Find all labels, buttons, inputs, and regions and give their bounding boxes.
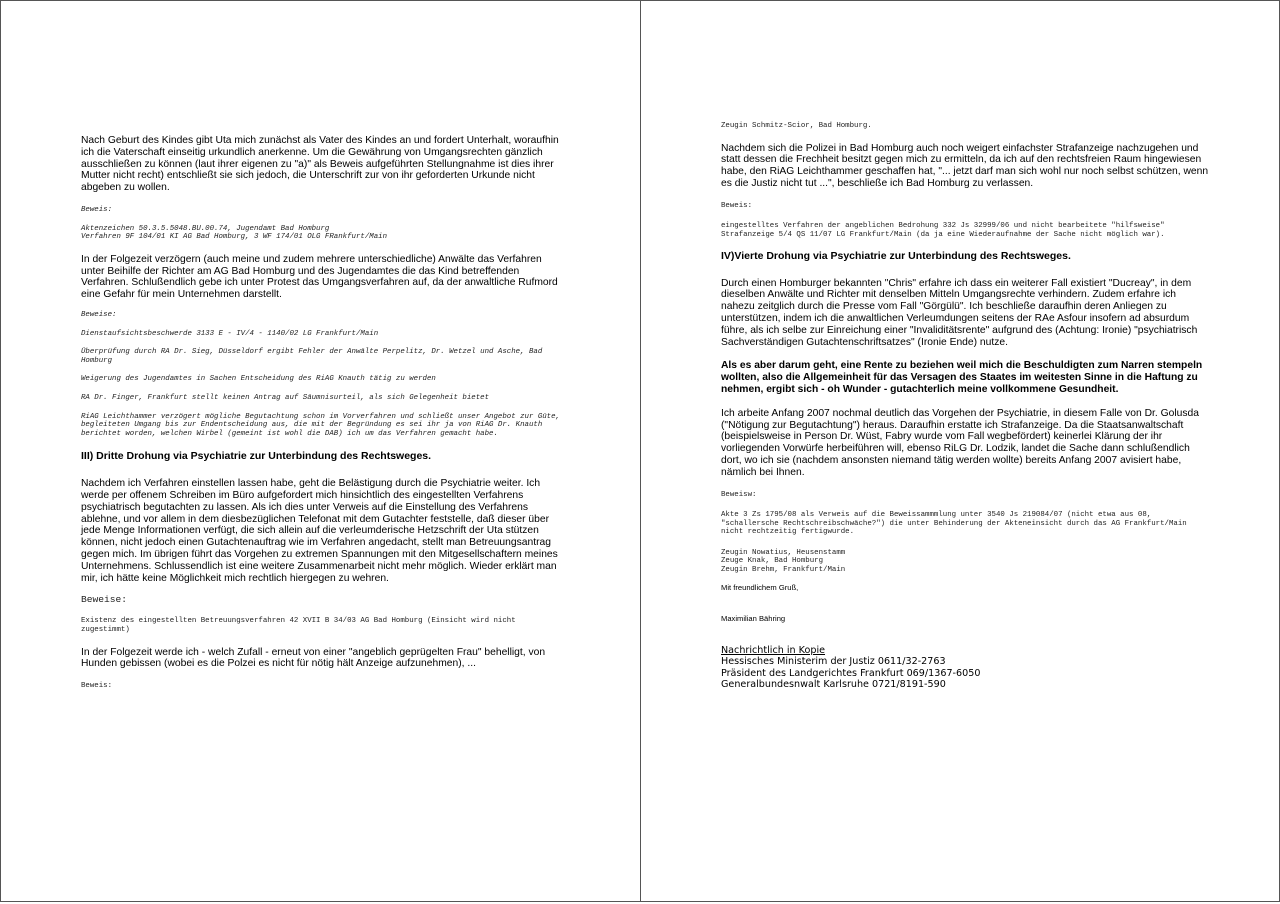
evidence-item: RA Dr. Finger, Frankfurt stellt keinen Antrag auf Säumnisurteil, als sich Gelegenheit bietet [81, 393, 490, 402]
signature-name: Maximilian Bähring [721, 613, 786, 623]
closing-greeting: Mit freundlichem Gruß, [721, 582, 799, 592]
witness-list: Zeugin Nowatius, Heusenstamm Zeuge Knak, Bad Homburg Zeugin Brehm, Frankfurt/Main [721, 548, 846, 575]
paragraph-paternity: Nach Geburt des Kindes gibt Uta mich zunächst als Vater des Kindes an und fordert Unterhalt, woraufhin ich die Vaterschaft einseitig urkundlich anerkenne. Um die Gewährung von Umgangsrechten gänzlich ausschließen zu können (laut ihrer eigenen zu "a)" als Beweis aufgeführten Stellungnahme ist dies ihrer Mutter nicht recht) entschließt sie sich jedoch, die Unterschrift zur von ihr geforderten Urkunde nicht abgeben zu wollen. [81, 135, 559, 194]
evidence-label: Beweise: [81, 594, 128, 606]
paragraph-police: Nachdem sich die Polizei in Bad Homburg auch noch weigert einfachster Strafanzeige nachzugehen und statt dessen die Frechheit besitzt gegen mich zu ermitteln, da ich auf den rechtsfreien Raum hingewiesen habe, den RiAG Leichthammer geschaffen hat, "... jetzt darf man sich wohl nur noch selbst schützen, wenn es die Justiz nicht tut ...", beschließe ich Bad Homburg zu verlassen. [721, 142, 1209, 189]
left-page [1, 1, 641, 901]
copy-recipient: Präsident des Landgerichtes Frankfurt 069/1367-6050 [721, 667, 981, 679]
left-page-content [81, 135, 566, 691]
copy-heading: Nachrichtlich in Kopie [721, 644, 826, 656]
section-heading-iv: IV)Vierte Drohung via Psychiatrie zur Unterbindung des Rechtsweges. [721, 249, 1071, 262]
evidence-item: RiAG Leichthammer verzögert mögliche Begutachtung schon im Vorverfahren und schließt unser Angebot zur Güte, begleiteten Umgang bis zur Endentscheidung aus, die mit der Begründung es sei ihr ja von RiAG Dr. Knauth berichtet worden, welchen Wirbel (gemeint ist wohl die DAB) ich um das Verfahren gemacht habe. [81, 412, 560, 438]
right-page-content [721, 122, 1211, 691]
evidence-label: Beweisw: [721, 490, 757, 499]
paragraph-delays: In der Folgezeit verzögern (auch meine und zudem mehrere unterschiedliche) Anwälte das Verfahren unter Beihilfe der Richter am AG Bad Homburg und des Jugendamtes die das Kind betreffenden Verfahren. Schlußendlich gebe ich unter Protest das Umgangsverfahren auf, da der anwaltliche Rufmord eine Gefahr für mein Unternehmen darstellt. [81, 253, 558, 301]
evidence-item: Akte 3 Zs 1795/08 als Verweis auf die Beweissammmlung unter 3540 Js 219084/07 (nicht etwa aus 08, "schallersche Rechtschreibschwäche?") die unter Behinderung der Akteneinsicht durch das AG Frankfurt/Main nicht rechtzeitig fertigwurde. [721, 511, 1187, 537]
evidence-label: Beweis: [81, 682, 113, 691]
section-heading-iii: III) Dritte Drohung via Psychiatrie zur Unterbindung des Rechtsweges. [81, 450, 432, 463]
evidence-item: Weigerung des Jugendamtes in Sachen Entscheidung des RiAG Knauth tätig zu werden [81, 375, 436, 384]
evidence-case-numbers: Aktenzeichen 50.3.5.5048.BU.00.74, Jugendamt Bad Homburg Verfahren 9F 104/01 KI AG Bad Homburg, 3 WF 174/01 OLG FRankfurt/Main [81, 224, 388, 242]
copy-recipient: Hessisches Ministerim der Justiz 0611/32-2763 [721, 656, 946, 668]
evidence-item: eingestelltes Verfahren der angeblichen Bedrohung 332 Js 32999/06 und nicht bearbeitete "hilfsweise" Strafanzeige 5/4 QS 11/07 LG Frankfurt/Main (da ja eine Wiederaufnahme der Sache nicht möglich war). [721, 222, 1165, 239]
evidence-item: Überprüfung durch RA Dr. Sieg, Düsseldorf ergibt Fehler der Anwälte Perpelitz, Dr. Wetzel und Asche, Bad Homburg [81, 348, 543, 365]
paragraph-pension: Als es aber darum geht, eine Rente zu beziehen weil mich die Beschuldigten zum Narren stempeln wollten, also die Allgemeinheit für das Versagen des Staates im weitesten Sinne in die Haftung zu nehmen, ergibt sich - oh Wunder - gutachterlich meine vollkommene Gesundheit. [721, 360, 1203, 395]
copy-recipient: Generalbundesnwalt Karlsruhe 0721/8191-590 [721, 679, 946, 691]
evidence-label: Beweise: [81, 310, 117, 319]
paragraph-followup: In der Folgezeit werde ich - welch Zufall - erneut von einer "angeblich geprügelten Frau" behelligt, von Hunden gebissen (wobei es die Polzei es nicht für nötig hält Anzeige aufzunehmen), ... [81, 646, 546, 670]
evidence-label: Beweis: [721, 201, 753, 210]
paragraph-2007: Ich arbeite Anfang 2007 nochmal deutlich das Vorgehen der Psychiatrie, in diesem Falle von Dr. Golusda ("Nötigung zur Begutachtung") heraus. Daraufhin erstatte ich Strafanzeige. Da die Staatsanwaltschaft (beispielsweise in Person Dr. Wüst, Fabry wurde vom Fall wegbefördert) keinerlei Klärung der ihr vorliegenden Vorwürfe herbeiführen will, ebenso RiLG Dr. Lodzik, landet die Sache dann schlußendlich dort, wo ich sie (nachdem ansonsten niemand tätig werden wollte) bereits Anfang 2007 avisiert habe, nämlich bei Ihnen. [721, 407, 1199, 478]
paragraph-chris: Durch einen Homburger bekannten "Chris" erfahre ich dass ein weiterer Fall existiert "Ducreay", in dem dieselben Anwälte und Richter mit denselben Mitteln Umgangsrechte verhindern. Zudem erfahre ich nahezu zeitglich durch die Presse vom Fall "Görgülü". Ich beschließe daraufhin deren Anliegen zu unterstützen, indem ich die anwaltlichen Verleumdungen seitens der RAe Asfour insofern ad absurdum führe, als ich selbe zur Einreichung einer "Invaliditätsrente" aufgrund des (Achtung: Ironie) "psychiatrisch Sachverständigen Gutachtenschriftsatzes" (Ironie Ende) nutze. [721, 277, 1198, 348]
evidence-item: Existenz des eingestellten Betreuungsverfahren 42 XVII B 34/03 AG Bad Homburg (Einsicht wird nicht zugestimmt) [81, 617, 516, 635]
evidence-item: Dienstaufsichtsbeschwerde 3133 E - IV/4 - 1140/02 LG Frankfurt/Main [81, 329, 379, 338]
right-page [641, 1, 1279, 901]
paragraph-psychiatry: Nachdem ich Verfahren einstellen lassen habe, geht die Belästigung durch die Psychiatrie weiter. Ich werde per offenem Schreiben im Büro aufgefordert mich hinsichtlich des eingestellten Verfahrens psychiatrisch begutachten zu lassen. Als ich dies unter Verweis auf die Einstellung des Verfahrens ablehne, und vor allem in dem diesbezüglichen Telefonat mit dem Gutachter feststelle, daß dieser über jede Menge Informationen verfügt, die sich allein auf die verleumderische Hetzschrift der Uta stützen können, nicht jedoch einen Gutachtenauftrag wie im Verfahren angedacht, stellt man Betreuungsantrag gegen mich. Im übrigen führt das Vorgehen zu extremen Spannungen mit den Mitgesellschaftern meines Unternehmens. Schlussendlich ist eine weitere Zusammenarbeit nicht mehr möglich. Wieder erklärt man mir, ich hätte keine Möglichkeit mich rechtlich hiergegen zu wehren. [81, 478, 558, 584]
witness-line: Zeugin Schmitz-Scior, Bad Homburg. [721, 122, 872, 130]
evidence-label: Beweis: [81, 205, 113, 214]
